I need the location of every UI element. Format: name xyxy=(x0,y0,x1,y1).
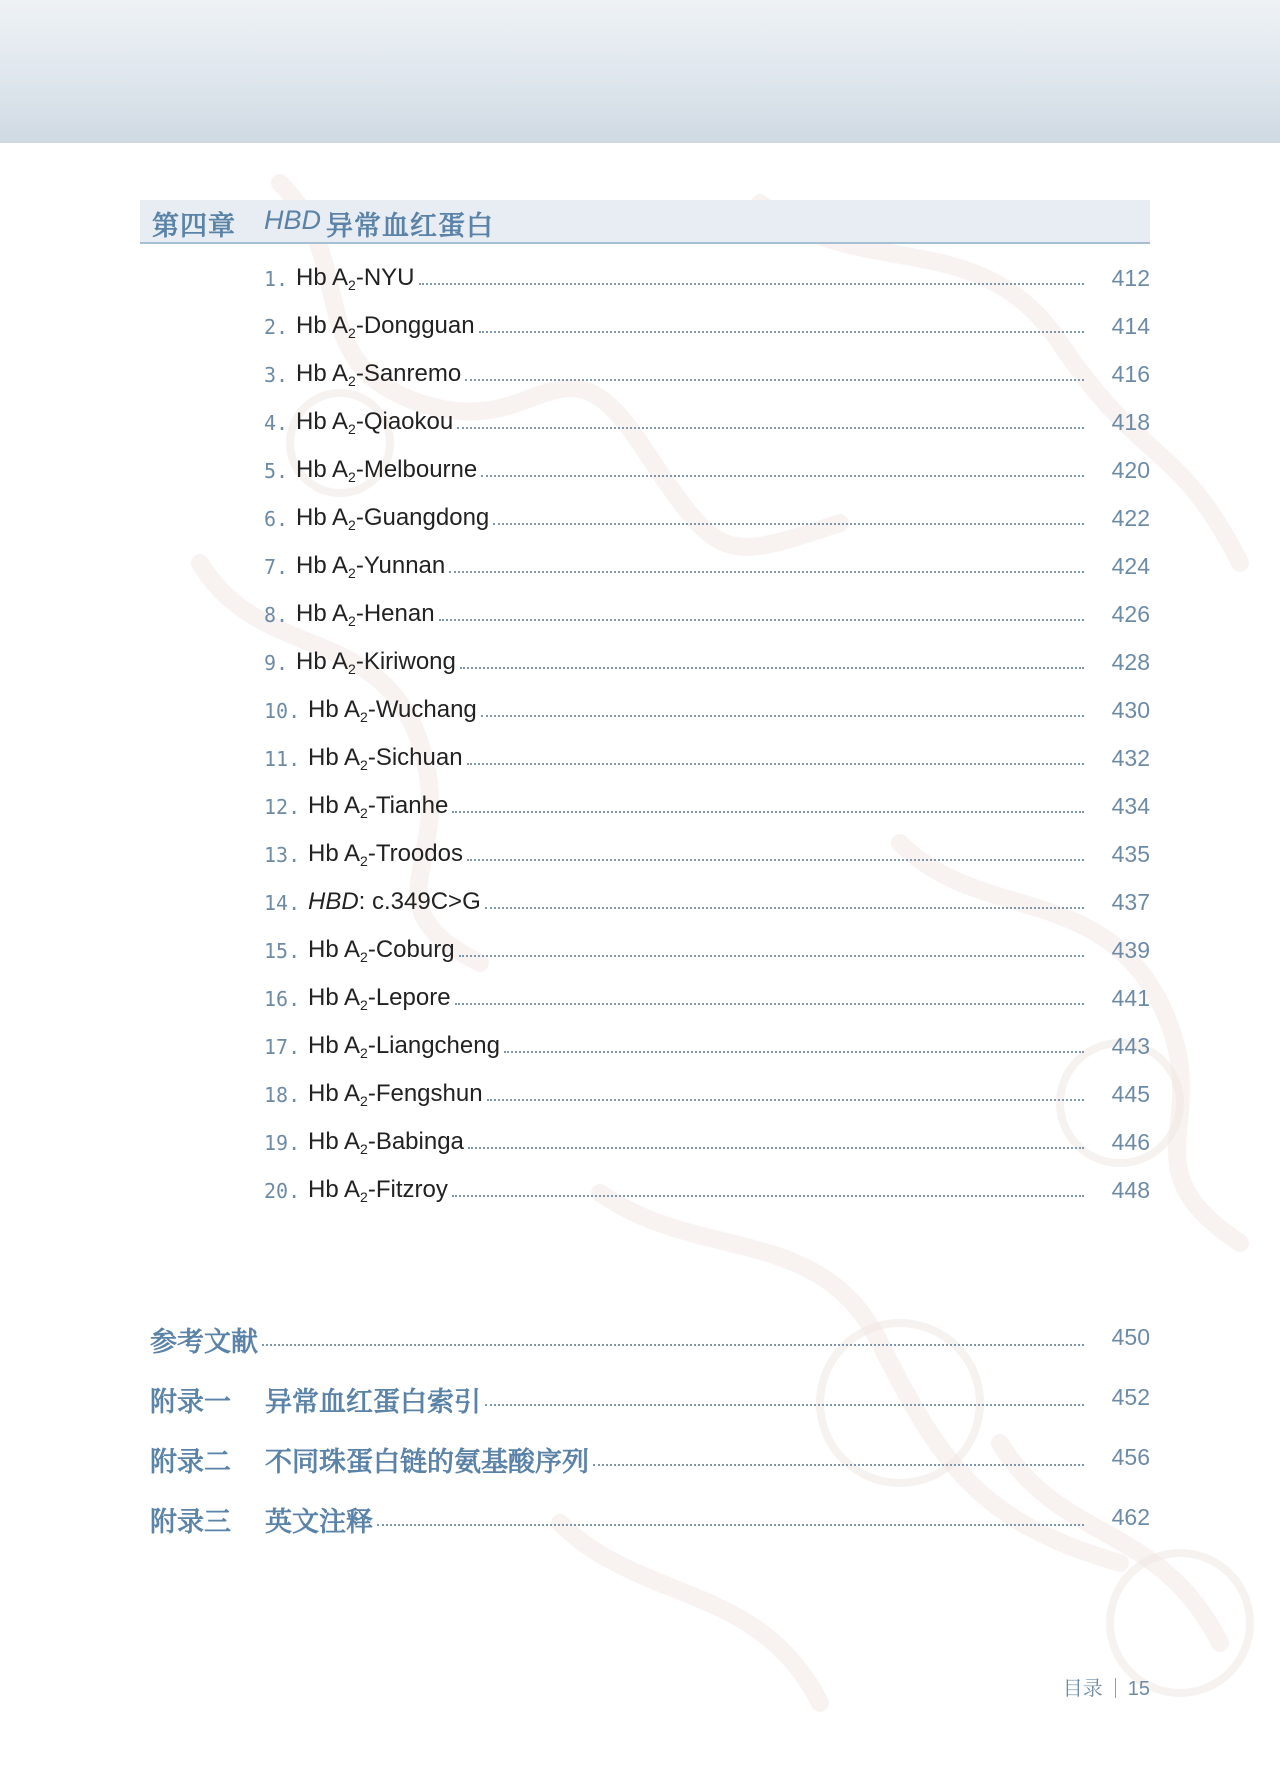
entry-title xyxy=(308,1176,448,1204)
toc-entry[interactable] xyxy=(264,1173,1150,1213)
entry-page-number: 426 xyxy=(1111,601,1150,627)
dot-leader xyxy=(485,907,1084,909)
entry-number: 15. xyxy=(264,939,301,963)
entry-number: 3. xyxy=(264,363,289,387)
footer-divider xyxy=(1115,1678,1116,1698)
page-footer xyxy=(1063,1672,1150,1701)
toc-entry[interactable] xyxy=(264,741,1150,781)
entry-subscript: 2 xyxy=(360,709,368,725)
dot-leader xyxy=(485,1404,1084,1406)
entry-number: 17. xyxy=(264,1035,301,1059)
back-matter-label: 附录三 xyxy=(150,1507,231,1538)
entry-title-suffix: -Coburg xyxy=(367,936,455,963)
entry-title xyxy=(308,984,451,1012)
entry-title-prefix: Hb A xyxy=(296,456,349,483)
entry-title-suffix: -Henan xyxy=(355,600,435,627)
entry-title-prefix: Hb A xyxy=(308,1032,361,1059)
dot-leader xyxy=(468,1147,1084,1149)
entry-title-suffix: -Yunnan xyxy=(355,552,446,579)
entry-subscript: 2 xyxy=(360,757,368,773)
entry-subscript: 2 xyxy=(360,1141,368,1157)
entry-title-prefix: Hb A xyxy=(296,648,349,675)
entry-title-prefix: Hb A xyxy=(308,792,361,819)
top-banner xyxy=(0,0,1280,143)
entry-title xyxy=(296,648,456,676)
dot-leader xyxy=(504,1051,1084,1053)
entry-page-number: 416 xyxy=(1111,361,1150,387)
entry-number: 16. xyxy=(264,987,301,1011)
entry-title xyxy=(308,1128,464,1156)
back-matter-entry[interactable] xyxy=(150,1498,1150,1542)
toc-entry[interactable] xyxy=(264,981,1150,1021)
entry-subscript: 2 xyxy=(348,469,356,485)
back-matter-label: 参考文献 xyxy=(150,1327,258,1358)
toc-entry[interactable] xyxy=(264,405,1150,445)
entry-title-suffix: -Lepore xyxy=(367,984,451,1011)
entry-title-prefix: Hb A xyxy=(296,600,349,627)
entry-subscript: 2 xyxy=(348,565,356,581)
entry-number: 6. xyxy=(264,507,289,531)
entry-title-suffix: -Wuchang xyxy=(367,696,477,723)
entry-subscript: 2 xyxy=(360,997,368,1013)
entry-subscript: 2 xyxy=(360,949,368,965)
toc-entry[interactable] xyxy=(264,501,1150,541)
back-matter-title: 异常血红蛋白索引 xyxy=(265,1387,481,1418)
toc-entry[interactable] xyxy=(264,357,1150,397)
entry-title xyxy=(308,888,481,916)
dot-leader xyxy=(419,283,1084,285)
chapter-title: 异常血红蛋白 xyxy=(326,211,494,242)
back-matter-title: 英文注释 xyxy=(265,1507,373,1538)
entry-title-prefix: Hb A xyxy=(308,1128,361,1155)
entry-title-prefix: Hb A xyxy=(296,408,349,435)
back-matter-label: 附录二 xyxy=(150,1447,231,1478)
back-matter-page-number: 450 xyxy=(1111,1324,1150,1350)
entry-title-prefix: Hb A xyxy=(296,264,349,291)
entry-subscript: 2 xyxy=(360,1093,368,1109)
dot-leader xyxy=(457,427,1084,429)
chapter-label: 第四章 xyxy=(152,211,236,242)
back-matter-entry[interactable] xyxy=(150,1438,1150,1482)
dot-leader xyxy=(460,667,1084,669)
toc-entry[interactable] xyxy=(264,645,1150,685)
entry-subscript: 2 xyxy=(360,1045,368,1061)
chapter-header xyxy=(140,200,1150,244)
dot-leader xyxy=(487,1099,1084,1101)
entry-title-suffix: -Qiaokou xyxy=(355,408,454,435)
entry-subscript: 2 xyxy=(360,853,368,869)
toc-entry[interactable] xyxy=(264,549,1150,589)
dot-leader xyxy=(452,811,1084,813)
entry-title xyxy=(308,744,463,772)
toc-entry[interactable] xyxy=(264,837,1150,877)
dot-leader xyxy=(467,763,1084,765)
back-matter-entry[interactable] xyxy=(150,1378,1150,1422)
entry-title xyxy=(296,312,475,340)
entry-title xyxy=(296,600,435,628)
entry-subscript: 2 xyxy=(348,517,356,533)
entry-number: 1. xyxy=(264,267,289,291)
toc-entry[interactable] xyxy=(264,1125,1150,1165)
entry-title-suffix: -Sichuan xyxy=(367,744,463,771)
dot-leader xyxy=(439,619,1084,621)
entry-page-number: 434 xyxy=(1111,793,1150,819)
entry-title xyxy=(296,408,453,436)
entry-title-suffix: -Liangcheng xyxy=(367,1032,500,1059)
entry-title xyxy=(308,1032,500,1060)
entry-page-number: 435 xyxy=(1111,841,1150,867)
entry-subscript: 2 xyxy=(360,1189,368,1205)
entry-number: 9. xyxy=(264,651,289,675)
back-matter-label: 附录一 xyxy=(150,1387,231,1418)
entry-page-number: 430 xyxy=(1111,697,1150,723)
entry-title xyxy=(296,360,461,388)
toc-entry[interactable] xyxy=(264,885,1150,925)
toc-entry[interactable] xyxy=(264,1029,1150,1069)
entry-title-suffix: -Guangdong xyxy=(355,504,490,531)
dot-leader xyxy=(377,1524,1084,1526)
entry-number: 8. xyxy=(264,603,289,627)
entry-title-prefix: Hb A xyxy=(308,840,361,867)
entry-title-prefix: Hb A xyxy=(308,696,361,723)
back-matter-page-number: 462 xyxy=(1111,1504,1150,1530)
entry-page-number: 445 xyxy=(1111,1081,1150,1107)
toc-entry[interactable] xyxy=(264,309,1150,349)
entry-title-suffix: -Fengshun xyxy=(367,1080,483,1107)
entry-number: 18. xyxy=(264,1083,301,1107)
entry-number: 19. xyxy=(264,1131,301,1155)
entry-page-number: 420 xyxy=(1111,457,1150,483)
dot-leader xyxy=(467,859,1084,861)
entry-gene: HBD xyxy=(308,888,359,915)
entry-page-number: 439 xyxy=(1111,937,1150,963)
entry-number: 10. xyxy=(264,699,301,723)
dot-leader xyxy=(449,571,1084,573)
dot-leader xyxy=(452,1195,1084,1197)
entry-title-prefix: Hb A xyxy=(296,552,349,579)
entry-title-prefix: Hb A xyxy=(308,936,361,963)
entry-page-number: 443 xyxy=(1111,1033,1150,1059)
entry-page-number: 432 xyxy=(1111,745,1150,771)
entry-number: 11. xyxy=(264,747,301,771)
dot-leader xyxy=(262,1344,1084,1346)
entry-title xyxy=(296,552,445,580)
entry-title-suffix: -Dongguan xyxy=(355,312,475,339)
entry-title xyxy=(296,264,415,292)
entry-page-number: 441 xyxy=(1111,985,1150,1011)
entry-number: 12. xyxy=(264,795,301,819)
entry-number: 4. xyxy=(264,411,289,435)
entry-title-suffix: -NYU xyxy=(355,264,415,291)
toc-entry[interactable] xyxy=(264,453,1150,493)
entry-title-prefix: Hb A xyxy=(308,1176,361,1203)
entry-title-suffix: -Babinga xyxy=(367,1128,464,1155)
dot-leader xyxy=(465,379,1084,381)
entry-title xyxy=(308,696,477,724)
entry-subscript: 2 xyxy=(348,373,356,389)
entry-title-prefix: Hb A xyxy=(296,504,349,531)
entry-number: 14. xyxy=(264,891,301,915)
dot-leader xyxy=(455,1003,1084,1005)
entry-title-suffix: -Kiriwong xyxy=(355,648,456,675)
entry-subscript: 2 xyxy=(348,613,356,629)
dot-leader xyxy=(493,523,1084,525)
entry-number: 2. xyxy=(264,315,289,339)
entry-subscript: 2 xyxy=(348,277,356,293)
entry-title-suffix: -Troodos xyxy=(367,840,463,867)
entry-title-prefix: Hb A xyxy=(308,744,361,771)
entry-subscript: 2 xyxy=(360,805,368,821)
toc-entry[interactable] xyxy=(264,261,1150,301)
entry-page-number: 424 xyxy=(1111,553,1150,579)
dot-leader xyxy=(593,1464,1084,1466)
back-matter-page-number: 456 xyxy=(1111,1444,1150,1470)
entry-page-number: 446 xyxy=(1111,1129,1150,1155)
entry-title xyxy=(308,1080,483,1108)
entry-title-prefix: Hb A xyxy=(308,984,361,1011)
back-matter-title: 不同珠蛋白链的氨基酸序列 xyxy=(265,1447,589,1478)
toc-entry[interactable] xyxy=(264,789,1150,829)
entry-title-suffix: -Sanremo xyxy=(355,360,462,387)
entry-number: 20. xyxy=(264,1179,301,1203)
entry-title xyxy=(296,456,477,484)
entry-subscript: 2 xyxy=(348,421,356,437)
entry-title-prefix: Hb A xyxy=(296,360,349,387)
entry-page-number: 448 xyxy=(1111,1177,1150,1203)
entry-number: 7. xyxy=(264,555,289,579)
toc-entry[interactable] xyxy=(264,693,1150,733)
back-matter-entry[interactable] xyxy=(150,1318,1150,1362)
entry-page-number: 414 xyxy=(1111,313,1150,339)
entry-subscript: 2 xyxy=(348,325,356,341)
toc-entry[interactable] xyxy=(264,933,1150,973)
entry-title-suffix: -Fitzroy xyxy=(367,1176,448,1203)
toc-entry[interactable] xyxy=(264,1077,1150,1117)
entry-number: 5. xyxy=(264,459,289,483)
entry-title xyxy=(308,792,448,820)
dot-leader xyxy=(459,955,1084,957)
footer-section: 目录 xyxy=(1062,1676,1103,1700)
dot-leader xyxy=(479,331,1084,333)
entry-number: 13. xyxy=(264,843,301,867)
entry-page-number: 428 xyxy=(1111,649,1150,675)
entry-page-number: 422 xyxy=(1111,505,1150,531)
entry-title-prefix: Hb A xyxy=(296,312,349,339)
entry-page-number: 437 xyxy=(1111,889,1150,915)
dot-leader xyxy=(481,715,1084,717)
entry-title xyxy=(308,936,455,964)
toc-entry[interactable] xyxy=(264,597,1150,637)
entry-title-suffix: -Tianhe xyxy=(367,792,449,819)
back-matter-page-number: 452 xyxy=(1111,1384,1150,1410)
entry-title xyxy=(308,840,463,868)
chapter-gene: HBD xyxy=(264,205,322,235)
entry-title xyxy=(296,504,489,532)
dot-leader xyxy=(481,475,1084,477)
entry-title-suffix: : c.349C>G xyxy=(358,888,481,915)
entry-title-suffix: -Melbourne xyxy=(355,456,478,483)
entry-title-prefix: Hb A xyxy=(308,1080,361,1107)
entry-subscript: 2 xyxy=(348,661,356,677)
entry-page-number: 412 xyxy=(1111,265,1150,291)
footer-page-number: 15 xyxy=(1127,1678,1150,1700)
entry-page-number: 418 xyxy=(1111,409,1150,435)
